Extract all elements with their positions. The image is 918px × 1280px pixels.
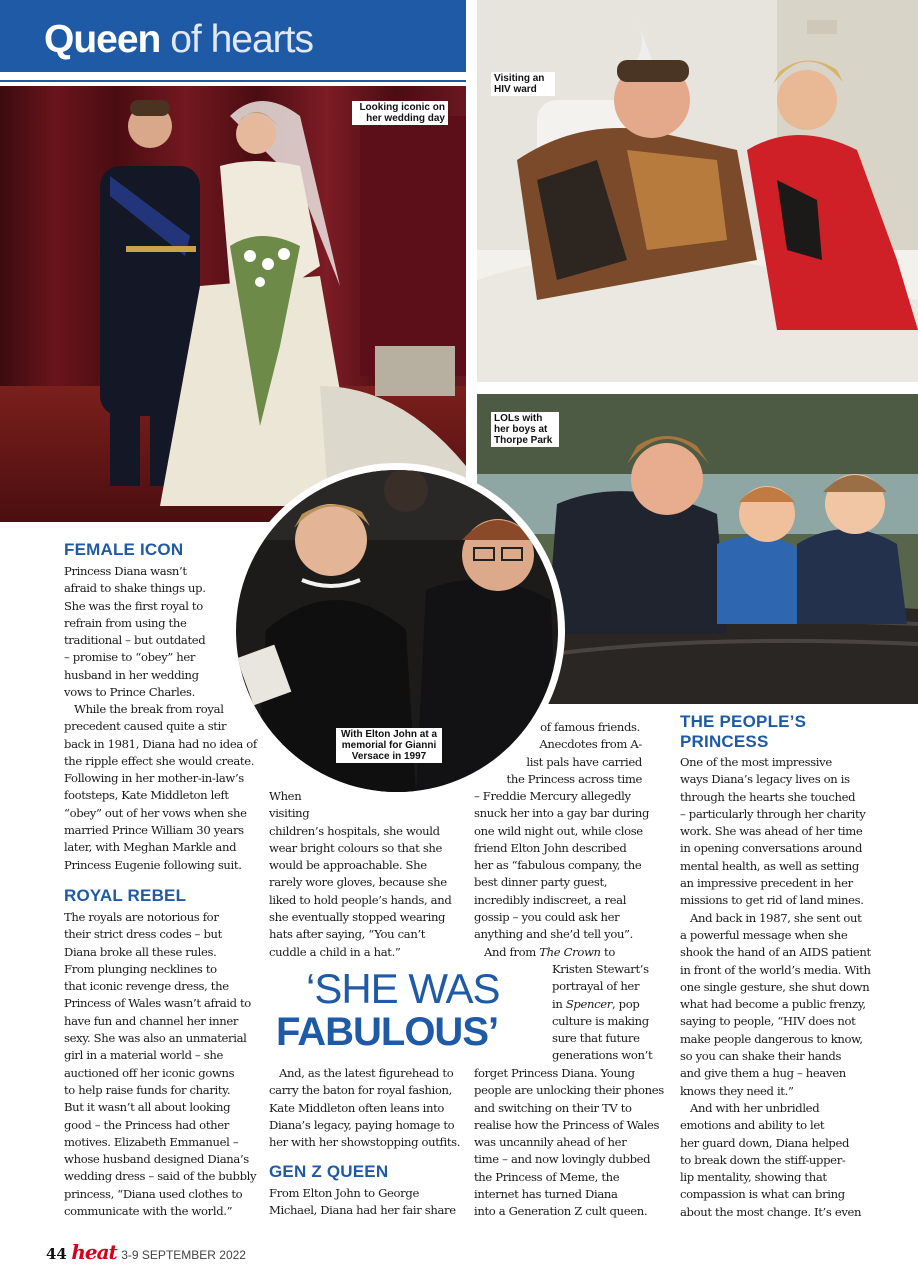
column-2-text-2: And, as the latest figurehead to carry the baton for royal fashion, Kate Middleton often leans into Diana’s legacy, paying homage to her with her showstopping outfits. — [269, 1066, 461, 1150]
heading-peoples-princess: THE PEOPLE’S PRINCESS — [680, 712, 807, 751]
elton-john-caption: With Elton John at a memorial for Gianni Versace in 1997 — [336, 728, 442, 763]
heading-royal-rebel: ROYAL REBEL — [64, 886, 187, 905]
column-3-wrap: of famous friends. Anecdotes from A- list pals have carried the Princess across time — [506, 720, 642, 786]
column-3-text: – Freddie Mercury allegedly snuck her into a gay bar during one wild night out, while close friend Elton John described her as “fabulous company, the best dinner party guest, incredibly indiscreet, a real gossip – you could ask her anything and she’d tell you”. And from The Crown to — [474, 789, 650, 959]
female-icon-text: Princess Diana wasn’t afraid to shake things up. She was the first royal to refrain from using the traditional – but outdated – promise to “obey” her husband in her wedding vows to Prince Charles. — [64, 564, 206, 700]
gen-z-text: From Elton John to George Michael, Diana had her fair share — [269, 1186, 456, 1218]
royal-rebel-text: The royals are notorious for their strict dress codes – but Diana broke all these rules. From plunging necklines to that iconic revenge dress, the Princess of Wales wasn’t afraid to have fun and channel her inner sexy. She was also an unmaterial girl in a material world – she auctioned off her iconic gowns to help raise funds for charity. But it wasn’t all about looking good – the Princess had other motives. Elizabeth Emmanuel – whose husband designed Diana’s wedding dress – said of the bubbly princess, “Diana used clothes to communicate with the world.” — [64, 910, 257, 1219]
column-3-text-3: forget Princess Diana. Young people are unlocking their phones and switching on their TV to realise how the Princess of Wales was uncannily ahead of her time – and now lovingly dubbed the Princess of Meme, the internet has turned Diana into a Generation Z cult queen. — [474, 1066, 664, 1219]
pull-quote-line-1: ‘SHE WAS — [306, 965, 500, 1012]
peoples-princess-text: One of the most impressive ways Diana’s legacy lives on is through the hearts she touched – particularly through her charity work. She was ahead of her time in opening conversations around mental health, as well as setting an impressive precedent in her missions to get rid of land mines. And back in 1987, she sent out a powerful message when she shook the hand of an AIDS patient in front of the world’s media. With one single gesture, she shut down what had become a public frenzy, saying to people, “HIV does not make people dangerous to know, so you can shake their hands and give them a hug – heaven knows they need it.” And with her unbridled emotions and ability to let her guard down, Diana helped to break down the stiff-upper- lip mentality, showing that compassion is what can bring about the most change. It’s even — [680, 755, 871, 1219]
wedding-photo — [0, 86, 466, 522]
column-3-text-2: Kristen Stewart’s portrayal of her in Spencer, pop culture is making sure that future generations won’t — [552, 962, 653, 1063]
title-rule — [0, 72, 466, 82]
heading-female-icon: FEMALE ICON — [64, 540, 184, 559]
page-footer — [46, 1240, 246, 1264]
pull-quote — [276, 965, 546, 1054]
hiv-ward-photo — [477, 0, 918, 382]
female-icon-text-2: While the break from royal precedent caused quite a stir back in 1981, Diana had no idea of the ripple effect she would create. Following in her mother-in-law’s footsteps, Kate Middleton left “obey” out of her vows when she married Prince William 30 years later, with Meghan Markle and Princess Eugenie following suit. — [64, 702, 257, 872]
heat-logo: heat — [71, 1240, 117, 1264]
thorpe-park-caption: LOLs with her boys at Thorpe Park — [491, 412, 559, 447]
column-2-text: When visiting children’s hospitals, she would wear bright colours so that she would be approachable. She rarely wore gloves, because she liked to hold people’s hands, and she eventually stopped wearing hats after saying, “You can’t cuddle a child in a hat.” — [269, 789, 452, 959]
wedding-caption: Looking iconic on her wedding day — [352, 101, 448, 125]
heading-gen-z-queen: GEN Z QUEEN — [269, 1162, 389, 1181]
hiv-ward-caption: Visiting an HIV ward — [491, 72, 555, 96]
page-title: Queen of hearts — [44, 18, 313, 61]
pull-quote-line-2: FABULOUS’ — [276, 1010, 499, 1054]
page-number: 44 — [46, 1245, 67, 1263]
issue-date: 3-9 SEPTEMBER 2022 — [121, 1248, 246, 1262]
